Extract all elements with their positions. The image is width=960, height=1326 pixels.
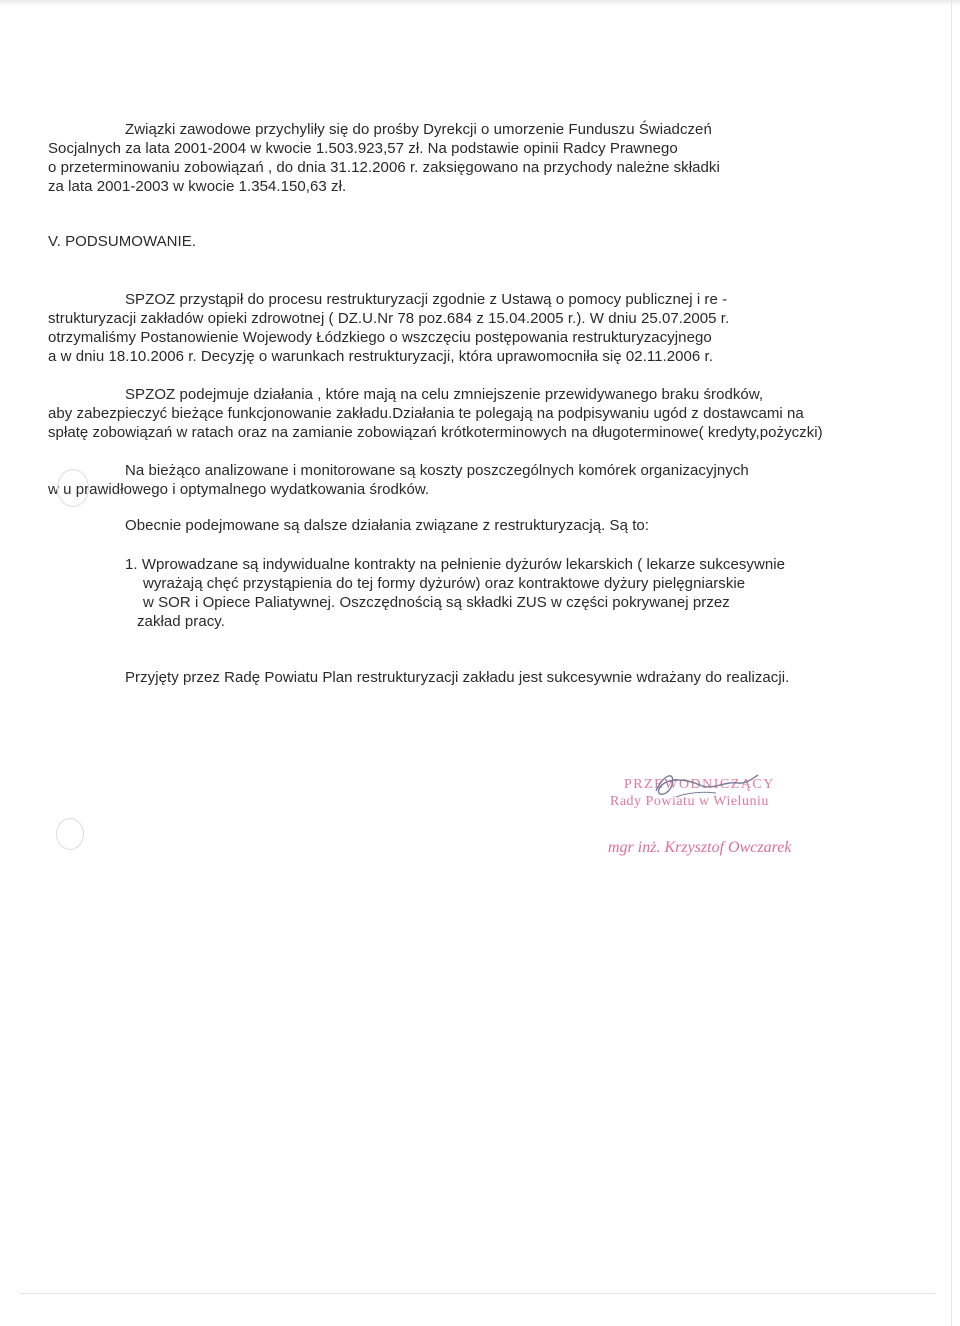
scan-edge-right <box>951 0 952 1326</box>
paragraph-3-line-2: aby zabezpieczyć bieżące funkcjonowanie zakładu.Działania te polegają na podpisywaniu ugód z dostawcami na <box>48 405 804 422</box>
paragraph-2-line-4: a w dniu 18.10.2006 r. Decyzję o warunkach restrukturyzacji, która uprawomocniła się 02.11.2006 r. <box>48 348 713 365</box>
paragraph-1-line-3: o przeterminowaniu zobowiązań , do dnia 31.12.2006 r. zaksięgowano na przychody należne składki <box>48 159 720 176</box>
punch-hole-mark-2 <box>56 818 84 850</box>
scan-edge-bottom <box>20 1293 935 1294</box>
list-item-1-line-2: wyrażają chęć przystąpienia do tej formy dyżurów) oraz kontraktowe dyżury pielęgniarskie <box>143 575 746 592</box>
paragraph-3-line-3: spłatę zobowiązań w ratach oraz na zamianie zobowiązań krótkoterminowych na długoterminowe( kredyty,pożyczki) <box>48 424 823 441</box>
punch-hole-mark <box>57 469 89 507</box>
stamp-subtitle: Rady Powiatu w Wieluniu <box>610 794 769 809</box>
paragraph-4-line-1: Na bieżąco analizowane i monitorowane są koszty poszczególnych komórek organizacyjnych <box>125 462 749 479</box>
paragraph-2-line-2: strukturyzacji zakładów opieki zdrowotnej ( DZ.U.Nr 78 poz.684 z 15.04.2005 r.). W dniu 25.07.2005 r. <box>48 310 730 327</box>
list-item-1-line-3: w SOR i Opiece Paliatywnej. Oszczędnością są składki ZUS w części pokrywanej przez <box>143 594 730 611</box>
stamp-name: mgr inż. Krzysztof Owczarek <box>608 839 792 856</box>
paragraph-2-line-1: SPZOZ przystąpił do procesu restrukturyzacji zgodnie z Ustawą o pomocy publicznej i re - <box>125 291 728 308</box>
section-heading: V. PODSUMOWANIE. <box>48 233 197 250</box>
paragraph-5: Obecnie podejmowane są dalsze działania związane z restrukturyzacją. Są to: <box>125 517 650 534</box>
paragraph-1-line-2: Socjalnych za lata 2001-2004 w kwocie 1.503.923,57 zł. Na podstawie opinii Radcy Prawnego <box>48 140 678 157</box>
paragraph-3-line-1: SPZOZ podejmuje działania , które mają na celu zmniejszenie przewidywanego braku środków, <box>125 386 764 403</box>
paragraph-1-line-4: za lata 2001-2003 w kwocie 1.354.150,63 zł. <box>48 178 347 195</box>
paragraph-2-line-3: otrzymaliśmy Postanowienie Wojewody Łódzkiego o wszczęciu postępowania restrukturyzacyjnego <box>48 329 712 346</box>
paragraph-4-line-2: w u prawidłowego i optymalnego wydatkowania środków. <box>48 481 430 498</box>
list-item-1-line-1: 1. Wprowadzane są indywidualne kontrakty na pełnienie dyżurów lekarskich ( lekarze sukcesywnie <box>125 556 786 573</box>
paragraph-1-line-1: Związki zawodowe przychyliły się do prośby Dyrekcji o umorzenie Funduszu Świadczeń <box>125 121 712 138</box>
paragraph-6: Przyjęty przez Radę Powiatu Plan restrukturyzacji zakładu jest sukcesywnie wdrażany do realizacji. <box>125 669 790 686</box>
list-item-1-line-4: zakład pracy. <box>137 613 225 630</box>
signature-scribble <box>646 767 766 807</box>
stamp-title: PRZEWODNICZĄCY <box>624 777 775 792</box>
scan-edge-top <box>0 0 960 6</box>
